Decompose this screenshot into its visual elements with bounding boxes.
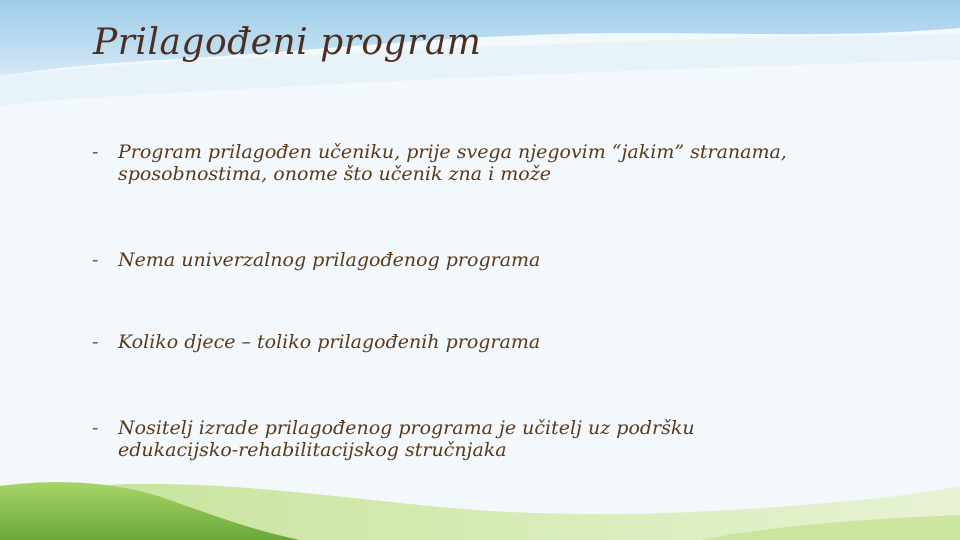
bullet-text: Nema univerzalnog prilagođenog programa	[118, 249, 541, 271]
bullet-text: Nositelj izrade prilagođenog programa je učitelj uz podršku edukacijsko-rehabilitacijskog stručnjaka	[118, 417, 695, 461]
bullet-item	[92, 141, 812, 185]
bullet-item	[92, 417, 812, 461]
bullet-item	[92, 331, 812, 353]
bullet-text: Koliko djece – toliko prilagođenih programa	[118, 331, 541, 353]
bullet-marker: -	[92, 249, 99, 271]
bullet-marker: -	[92, 417, 99, 439]
slide-title: Prilagođeni program	[93, 22, 482, 63]
bullet-item	[92, 249, 812, 271]
bullet-text: Program prilagođen učeniku, prije svega njegovim “jakim” stranama, sposobnostima, onome što učenik zna i može	[118, 141, 787, 185]
bullet-marker: -	[92, 331, 99, 353]
bullet-marker: -	[92, 141, 99, 163]
